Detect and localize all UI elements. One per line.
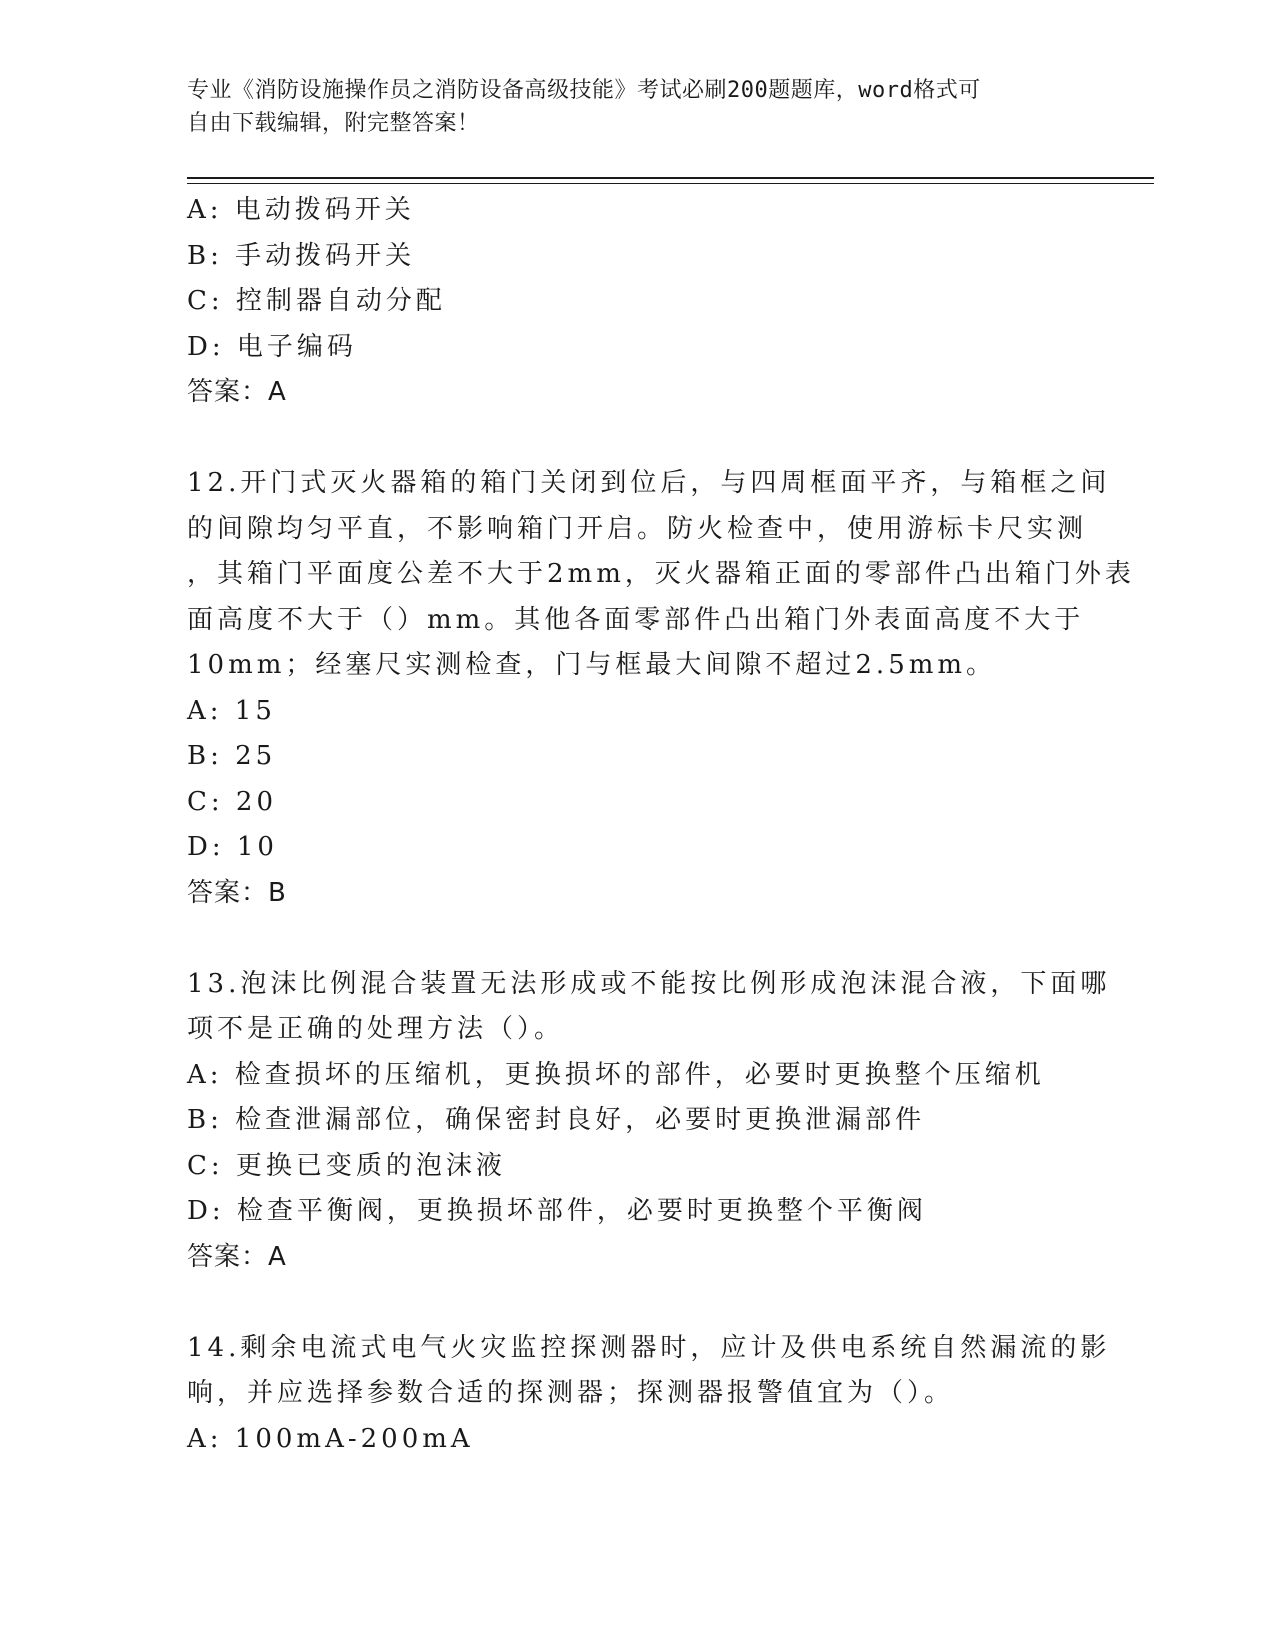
question-13 — [187, 962, 1111, 1281]
answer-line: 答案：B — [187, 877, 287, 908]
question-stem-line: 的间隙均匀平直，不影响箱门开启。防火检查中，使用游标卡尺实测 — [187, 513, 1088, 544]
question-stem-line: 响，并应选择参数合适的探测器；探测器报警值宜为（）。 — [187, 1378, 955, 1408]
option-a: A: 15 — [187, 695, 276, 726]
option-b: B: 检查泄漏部位，确保密封良好，必要时更换泄漏部件 — [187, 1105, 926, 1135]
document-page — [187, 0, 1147, 1650]
option-d: D: 10 — [187, 832, 278, 862]
answer-line: 答案：A — [187, 377, 287, 407]
header-rule-thick — [187, 177, 1154, 179]
header-rule-thin — [187, 183, 1154, 184]
question-stem-line: ，其箱门平面度公差不大于2mm，灭火器箱正面的零部件凸出箱门外表 — [187, 559, 1135, 589]
document-header — [187, 74, 1087, 140]
question-11 — [187, 188, 1087, 416]
option-b: B: 25 — [187, 741, 277, 771]
option-c: C: 20 — [187, 786, 278, 817]
question-stem-line: 项不是正确的处理方法（）。 — [187, 1014, 565, 1044]
option-a: A: 电动拨码开关 — [187, 195, 415, 225]
question-stem-line: 12.开门式灭火器箱的箱门关闭到位后，与四周框面平齐，与箱框之间 — [187, 468, 1111, 498]
answer-line: 答案：A — [187, 1241, 287, 1272]
question-stem-line: 14.剩余电流式电气火灾监控探测器时，应计及供电系统自然漏流的影 — [187, 1332, 1111, 1363]
option-d: D: 检查平衡阀，更换损坏部件，必要时更换整个平衡阀 — [187, 1196, 927, 1226]
option-a: A: 100mA-200mA — [187, 1423, 474, 1454]
spacer — [187, 916, 1087, 962]
option-d: D: 电子编码 — [187, 331, 357, 362]
question-12 — [187, 461, 1135, 916]
question-stem-line: 13.泡沫比例混合装置无法形成或不能按比例形成泡沫混合液，下面哪 — [187, 968, 1111, 999]
spacer — [187, 1280, 1087, 1326]
question-14 — [187, 1326, 1111, 1463]
option-c: C: 更换已变质的泡沫液 — [187, 1150, 506, 1181]
header-line-2: 自由下载编辑，附完整答案！ — [187, 111, 480, 136]
question-stem-line: 面高度不大于（）mm。其他各面零部件凸出箱门外表面高度不大于 — [187, 604, 1085, 635]
spacer — [187, 416, 1087, 462]
option-b: B: 手动拨码开关 — [187, 240, 416, 271]
header-line-1: 专业《消防设施操作员之消防设备高级技能》考试必刷200题题库，word格式可 — [187, 78, 981, 103]
option-a: A: 检查损坏的压缩机，更换损坏的部件，必要时更换整个压缩机 — [187, 1059, 1045, 1090]
document-body — [187, 188, 1135, 1462]
question-stem-line: 10mm；经塞尺实测检查，门与框最大间隙不超过2.5mm。 — [187, 650, 997, 680]
option-c: C: 控制器自动分配 — [187, 286, 446, 316]
